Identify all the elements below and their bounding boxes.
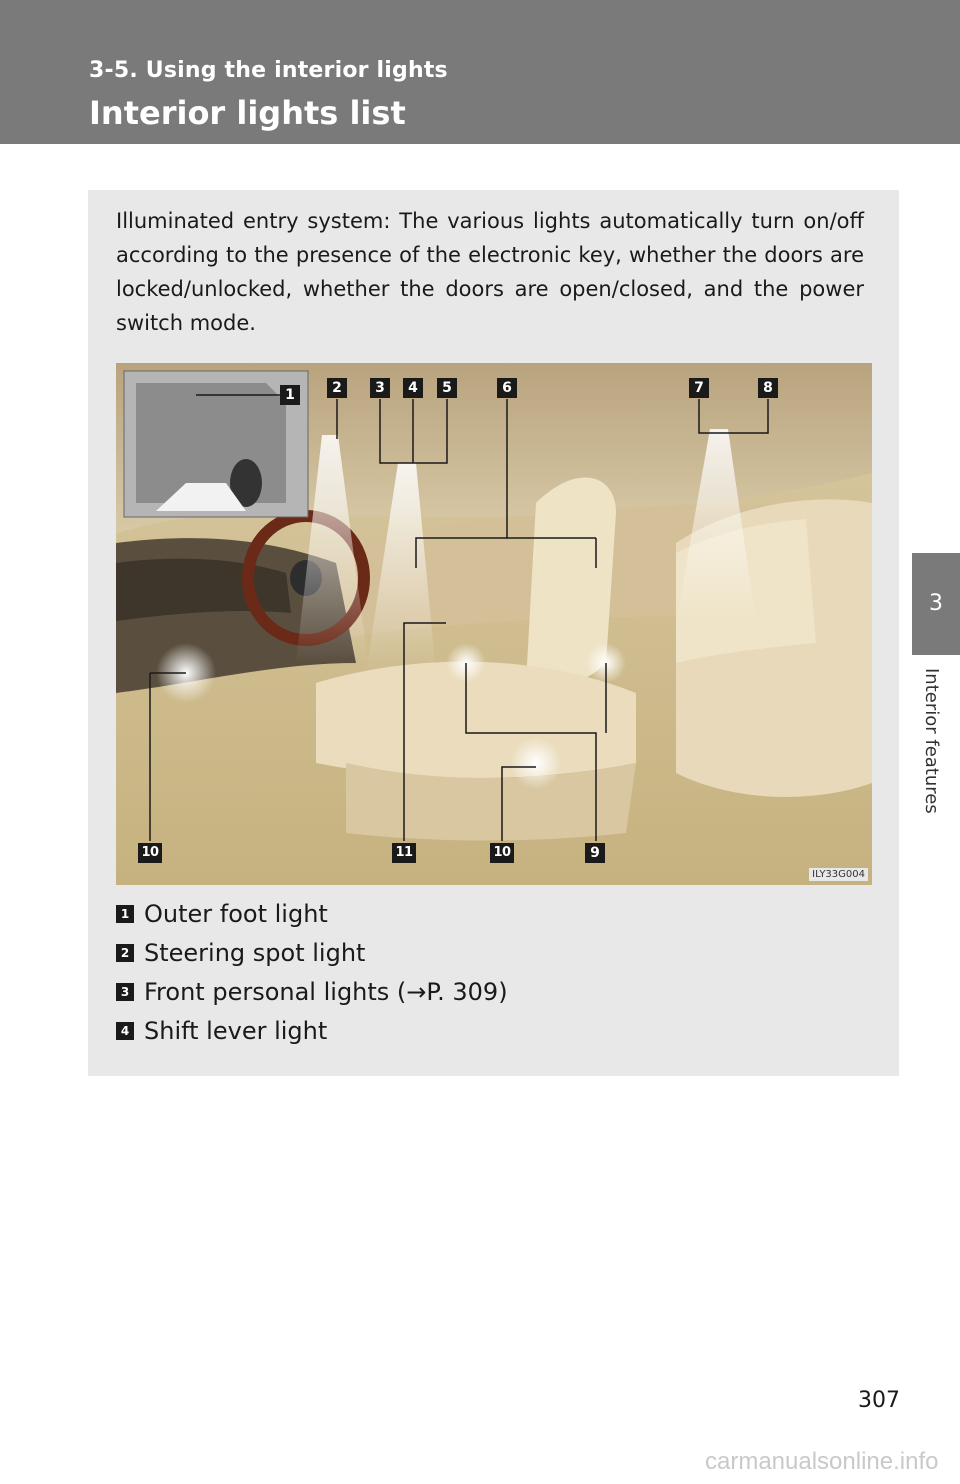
callout-11: 11 — [392, 843, 416, 863]
legend-item — [116, 1011, 876, 1050]
chapter-header — [0, 0, 960, 144]
legend-item — [116, 933, 876, 972]
car-interior-illustration — [116, 363, 872, 885]
callout-8: 8 — [758, 378, 778, 398]
callout-1: 1 — [280, 385, 300, 405]
chapter-tab-label: Interior features — [921, 668, 942, 814]
figure-code: ILY33G004 — [809, 868, 868, 881]
legend-label-with-page-link[interactable]: Front personal lights (→P. 309) — [144, 977, 508, 1006]
callout-10-left: 10 — [138, 843, 162, 863]
legend-number: 2 — [116, 944, 134, 962]
legend-number: 4 — [116, 1022, 134, 1040]
page-number: 307 — [858, 1388, 900, 1413]
section-label: 3-5. Using the interior lights — [89, 58, 448, 83]
interior-lights-figure — [116, 363, 872, 885]
intro-paragraph: Illuminated entry system: The various lights automatically turn on/off according to the presence of the electronic key, whether the doors are locked/unlocked, whether the doors are open/closed, and the power switch mode. — [116, 209, 864, 335]
callout-5: 5 — [437, 378, 457, 398]
lights-legend — [116, 894, 876, 1050]
callout-3: 3 — [370, 378, 390, 398]
page-title: Interior lights list — [89, 94, 406, 132]
legend-label: Shift lever light — [144, 1016, 328, 1045]
callout-2: 2 — [327, 378, 347, 398]
callout-9: 9 — [585, 843, 605, 863]
callout-4: 4 — [403, 378, 423, 398]
legend-item — [116, 894, 876, 933]
site-watermark: carmanualsonline.info — [705, 1448, 939, 1475]
legend-number: 3 — [116, 983, 134, 1001]
callout-10-right: 10 — [490, 843, 514, 863]
legend-label: Outer foot light — [144, 899, 328, 928]
legend-number: 1 — [116, 905, 134, 923]
callout-7: 7 — [689, 378, 709, 398]
callout-6: 6 — [497, 378, 517, 398]
chapter-tab[interactable]: 3 — [912, 553, 960, 655]
legend-label: Steering spot light — [144, 938, 366, 967]
legend-item[interactable] — [116, 972, 876, 1011]
